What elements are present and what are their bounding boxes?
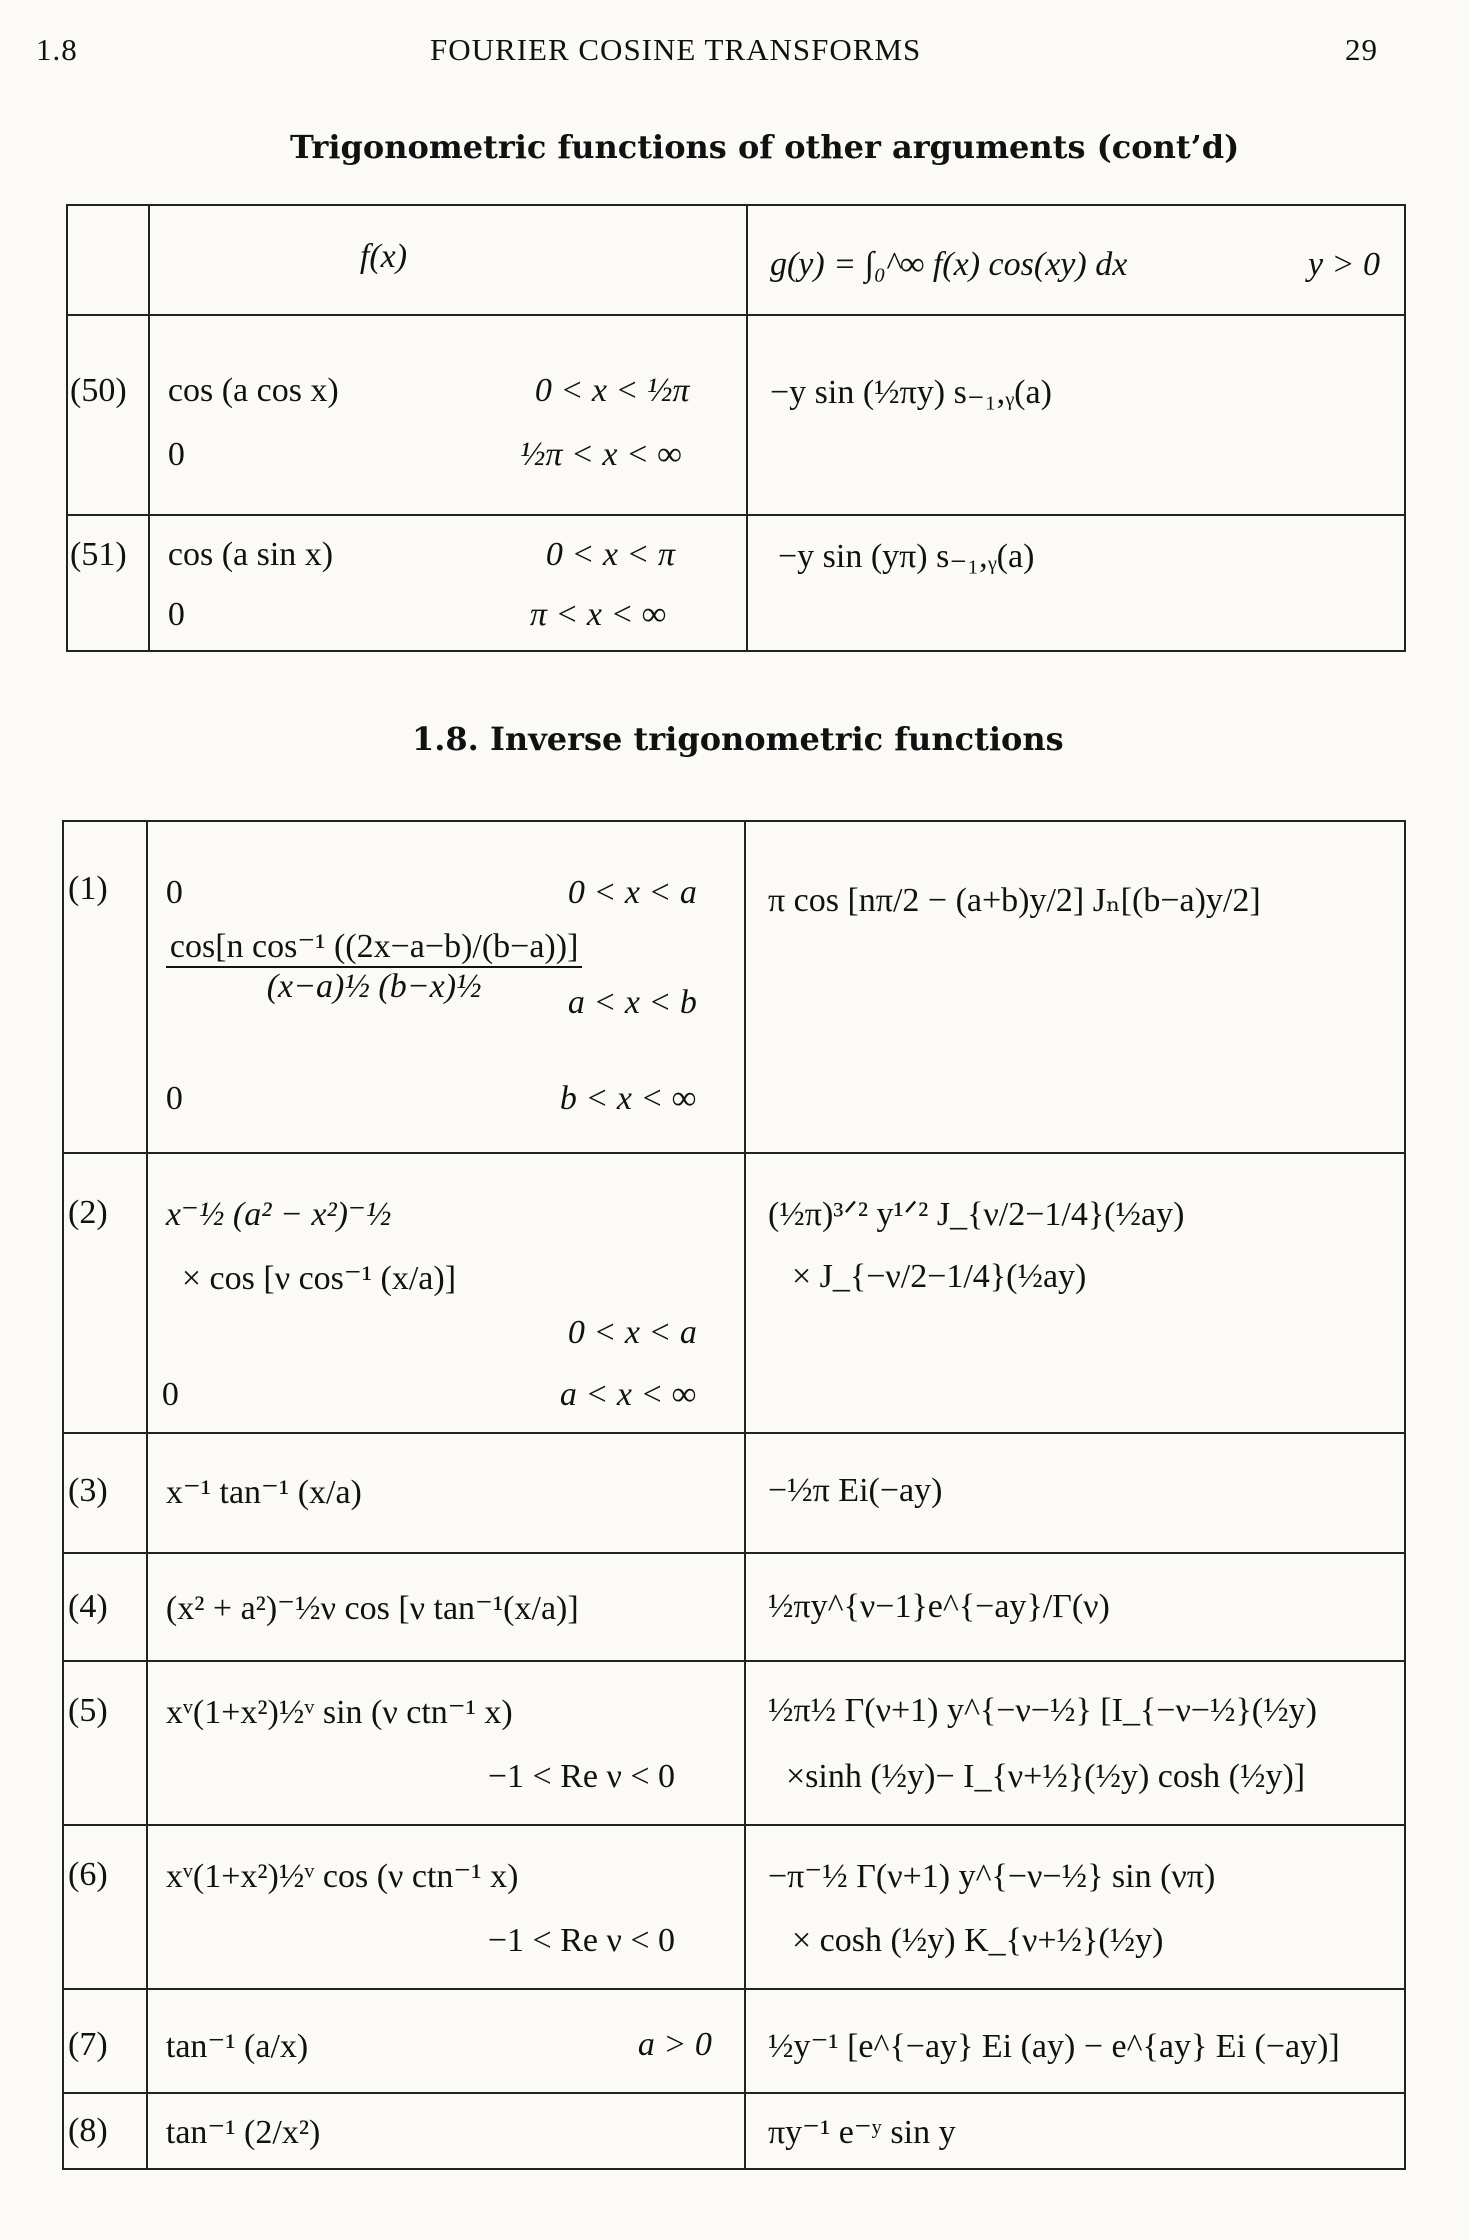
table2-row-6 xyxy=(63,1825,1405,1989)
table2-row-1 xyxy=(63,821,1405,1153)
table2-row-3 xyxy=(63,1433,1405,1553)
f-expr: x⁻¹ tan⁻¹ (x/a) xyxy=(165,1474,362,1511)
table2-row-4 xyxy=(63,1553,1405,1661)
f-expr: 0 xyxy=(161,1376,179,1413)
f-cond: 0 < x < ½π xyxy=(534,372,690,409)
table2-row-7 xyxy=(63,1989,1405,2093)
f-fraction xyxy=(166,926,583,1006)
table1-num-header xyxy=(67,205,149,315)
table1-header-row xyxy=(67,205,1405,315)
row-num: (5) xyxy=(68,1692,108,1729)
table2-row-5 xyxy=(63,1661,1405,1825)
row-num: (51) xyxy=(70,536,127,573)
f-cond: a < x < ∞ xyxy=(559,1376,697,1413)
f-expr: xᵛ(1+x²)½ᵛ cos (ν ctn⁻¹ x) xyxy=(165,1858,519,1895)
g-expr: ½π½ Γ(ν+1) y^{−ν−½} [I_{−ν−½}(½y) xyxy=(767,1692,1317,1729)
row-num: (8) xyxy=(68,2112,108,2149)
fraction-denominator: (x−a)½ (b−x)½ xyxy=(266,968,482,1005)
table2 xyxy=(62,820,1406,2170)
row-num: (3) xyxy=(68,1472,108,1509)
row-num: (4) xyxy=(68,1588,108,1625)
f-cond: 0 < x < a xyxy=(567,874,697,911)
f-expr: xᵛ(1+x²)½ᵛ sin (ν ctn⁻¹ x) xyxy=(165,1694,513,1731)
f-cond: π < x < ∞ xyxy=(529,596,667,633)
g-expr: × cosh (½y) K_{ν+½}(½y) xyxy=(791,1922,1164,1959)
f-cond: a > 0 xyxy=(637,2026,712,2063)
table1 xyxy=(66,204,1406,652)
table1-row-50 xyxy=(67,315,1405,515)
f-cond: 0 < x < π xyxy=(545,536,675,573)
f-expr: 0 xyxy=(167,436,185,473)
row-num: (7) xyxy=(68,2026,108,2063)
f-expr: tan⁻¹ (2/x²) xyxy=(165,2114,321,2151)
f-cond: −1 < Re ν < 0 xyxy=(487,1758,676,1795)
col-g-label: g(y) = ∫₀^∞ f(x) cos(xy) dx xyxy=(769,246,1128,283)
g-expr: π cos [nπ/2 − (a+b)y/2] Jₙ[(b−a)y/2] xyxy=(767,882,1261,919)
section-title: 1.8. Inverse trigonometric functions xyxy=(412,720,1064,758)
f-cond: b < x < ∞ xyxy=(559,1080,697,1117)
f-expr: × cos [ν cos⁻¹ (x/a)] xyxy=(181,1260,457,1297)
row-num: (2) xyxy=(68,1194,108,1231)
g-expr: ½πy^{ν−1}e^{−ay}/Γ(ν) xyxy=(767,1588,1110,1625)
f-expr: x⁻½ (a² − x²)⁻½ xyxy=(165,1196,392,1233)
f-expr: 0 xyxy=(165,1080,183,1117)
g-expr: −π⁻½ Γ(ν+1) y^{−ν−½} sin (νπ) xyxy=(767,1858,1216,1895)
g-expr: ×sinh (½y)− I_{ν+½}(½y) cosh (½y)] xyxy=(785,1758,1306,1795)
row-num: (1) xyxy=(68,870,108,907)
fraction-numerator: cos[n cos⁻¹ ((2x−a−b)/(b−a))] xyxy=(166,926,583,968)
row-num: (50) xyxy=(70,372,127,409)
g-expr: −½π Ei(−ay) xyxy=(767,1472,943,1509)
g-expr: (½π)³ᐟ² y¹ᐟ² J_{ν/2−1/4}(½ay) xyxy=(767,1196,1185,1233)
f-expr: 0 xyxy=(167,596,185,633)
g-expr: −y sin (yπ) s₋₁,ᵧ(a) xyxy=(777,538,1035,575)
table1-g-header xyxy=(747,205,1405,315)
table2-row-8 xyxy=(63,2093,1405,2169)
page-number: 29 xyxy=(1345,32,1378,67)
g-expr: ½y⁻¹ [e^{−ay} Ei (ay) − e^{ay} Ei (−ay)] xyxy=(767,2028,1340,2065)
row-num: (6) xyxy=(68,1856,108,1893)
section-number: 1.8 xyxy=(36,32,78,67)
table1-title: Trigonometric functions of other arguments (cont’d) xyxy=(290,128,1240,166)
table2-row-2 xyxy=(63,1153,1405,1433)
col-g-cond: y > 0 xyxy=(1307,246,1381,283)
f-expr: cos (a sin x) xyxy=(167,536,334,573)
f-cond: 0 < x < a xyxy=(567,1314,697,1351)
f-expr: (x² + a²)⁻½ν cos [ν tan⁻¹(x/a)] xyxy=(165,1590,579,1627)
col-f-label: f(x) xyxy=(359,238,408,275)
fraction xyxy=(166,926,583,1006)
table1-f-header xyxy=(149,205,747,315)
table1-row-51 xyxy=(67,515,1405,651)
f-expr: tan⁻¹ (a/x) xyxy=(165,2028,309,2065)
f-cond: −1 < Re ν < 0 xyxy=(487,1922,676,1959)
f-expr: cos (a cos x) xyxy=(167,372,339,409)
g-expr: × J_{−ν/2−1/4}(½ay) xyxy=(791,1258,1087,1295)
g-expr: πy⁻¹ e⁻ʸ sin y xyxy=(767,2114,956,2151)
f-cond: a < x < b xyxy=(567,984,697,1021)
running-title: FOURIER COSINE TRANSFORMS xyxy=(430,32,922,67)
f-expr: 0 xyxy=(165,874,183,911)
g-expr: −y sin (½πy) s₋₁,ᵧ(a) xyxy=(769,374,1052,411)
f-cond: ½π < x < ∞ xyxy=(519,436,682,473)
